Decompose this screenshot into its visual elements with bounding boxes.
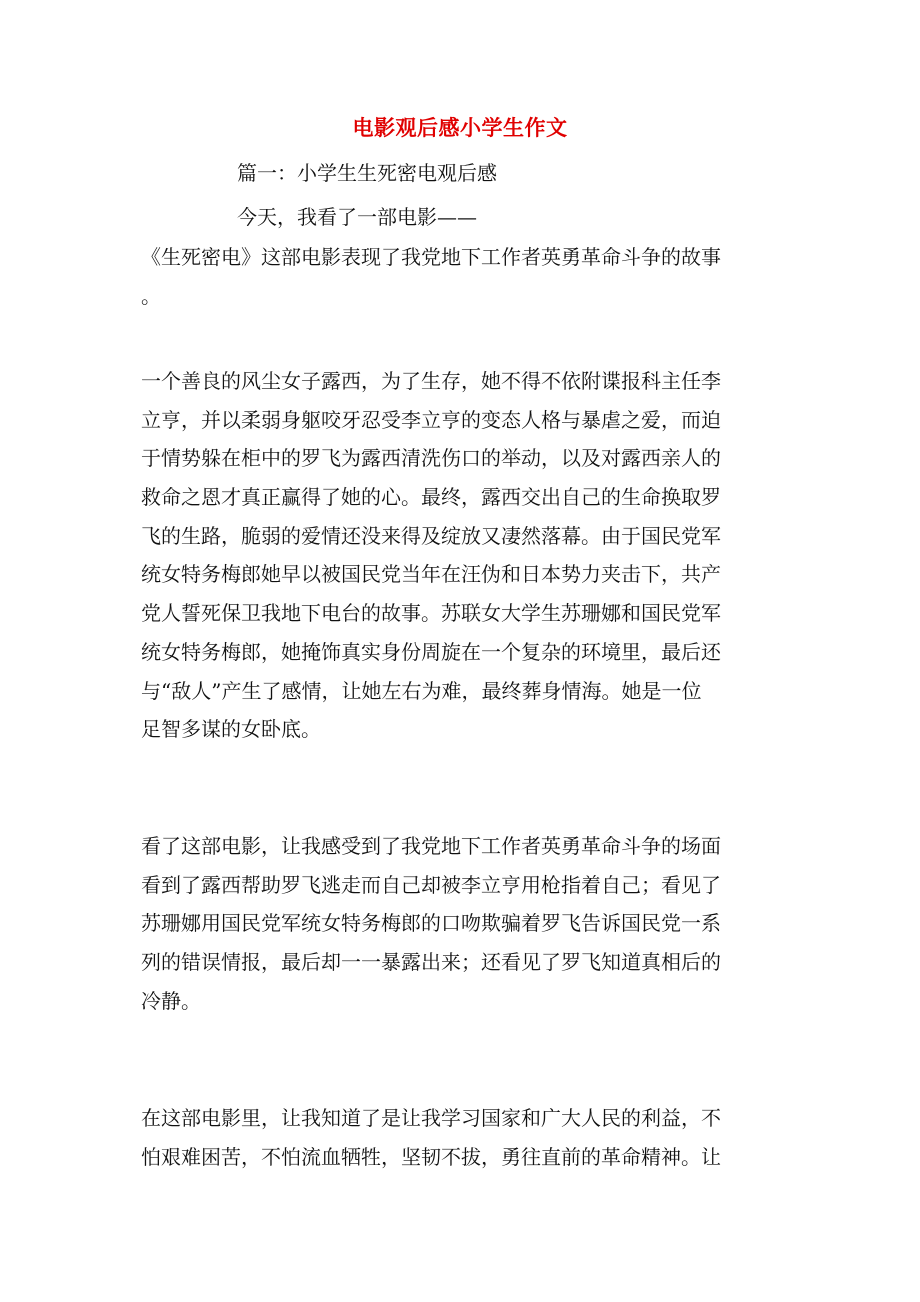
text-line: 党人誓死保卫我地下电台的故事。苏联女大学生苏珊娜和国民党军 <box>141 601 721 626</box>
text-line: 看到了露西帮助罗飞逃走而自己却被李立亨用枪指着自己；看见了 <box>141 872 721 897</box>
text-line: 救命之恩才真正赢得了她的心。最终，露西交出自己的生命换取罗 <box>141 485 721 510</box>
text-line: 列的错误情报，最后却一一暴露出来；还看见了罗飞知道真相后的 <box>141 950 721 975</box>
text-line: 统女特务梅郎，她掩饰真实身份周旋在一个复杂的环境里，最后还 <box>141 639 721 664</box>
text-line: 。 <box>141 283 161 308</box>
text-line: 苏珊娜用国民党军统女特务梅郎的口吻欺骗着罗飞告诉国民党一系 <box>141 911 721 936</box>
intro-paragraph <box>141 238 781 315</box>
document-title: 电影观后感小学生作文 <box>352 115 568 140</box>
paragraph-3 <box>141 1099 781 1176</box>
text-line: 统女特务梅郎她早以被国民党当年在汪伪和日本势力夹击下，共产 <box>141 562 721 587</box>
text-line: 看了这部电影，让我感受到了我党地下工作者英勇革命斗争的场面 <box>141 834 721 858</box>
text-line: 于情势躲在柜中的罗飞为露西清洗伤口的举动，以及对露西亲人的 <box>141 446 721 471</box>
intro-first-line: 今天，我看了一部电影—— <box>237 205 477 229</box>
text-line: 《生死密电》这部电影表现了我党地下工作者英勇革命斗争的故事 <box>141 245 721 269</box>
text-line: 一个善良的风尘女子露西，为了生存，她不得不依附谍报科主任李 <box>141 369 721 393</box>
paragraph-2 <box>141 827 781 1020</box>
text-line: 在这部电影里，让我知道了是让我学习国家和广大人民的利益，不 <box>141 1106 721 1130</box>
text-line: 飞的生路，脆弱的爱情还没来得及绽放又凄然落幕。由于国民党军 <box>141 523 721 548</box>
text-line: 与“敌人”产生了感情，让她左右为难，最终葬身情海。她是一位 <box>141 678 702 703</box>
section-subtitle: 篇一：小学生生死密电观后感 <box>237 161 497 185</box>
text-line: 立亨，并以柔弱身躯咬牙忍受李立亨的变态人格与暴虐之爱，而迫 <box>141 407 721 432</box>
paragraph-1 <box>141 362 781 749</box>
text-line: 冷静。 <box>141 988 201 1013</box>
text-line: 足智多谋的女卧底。 <box>141 717 321 742</box>
text-line: 怕艰难困苦，不怕流血牺牲，坚韧不拔，勇往直前的革命精神。让 <box>141 1144 721 1169</box>
